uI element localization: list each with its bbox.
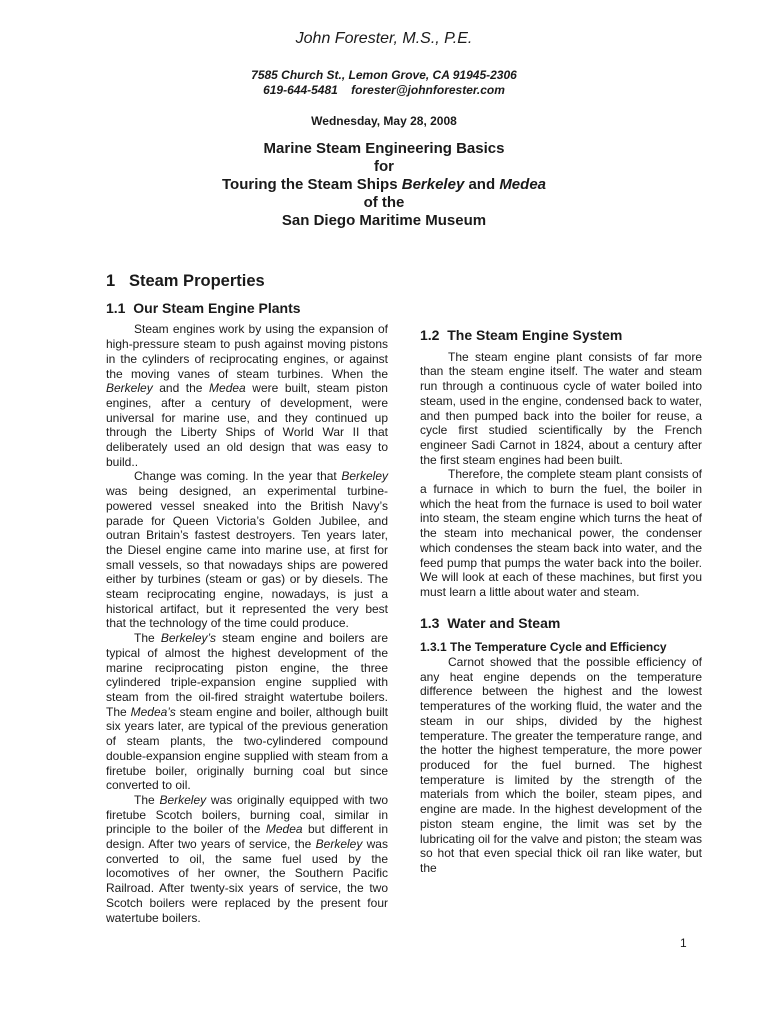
- page-number: 1: [680, 936, 687, 950]
- section-1-3-1-heading: [420, 640, 702, 655]
- ship-name-medea: Medea: [499, 176, 546, 193]
- right-column: [420, 270, 702, 876]
- subsection-title: The Steam Engine System: [447, 327, 623, 343]
- subsubsection-title: The Temperature Cycle and Efficiency: [450, 640, 667, 655]
- subsection-title: Water and Steam: [447, 614, 561, 631]
- address: 7585 Church St., Lemon Grove, CA 91945-2306: [251, 68, 517, 82]
- document-title: [0, 140, 768, 230]
- phone-email: [0, 83, 768, 98]
- title-line-2: for: [374, 158, 394, 175]
- paragraph-1-1-3: The Berkeley’s steam engine and boilers are typical of almost the highest development of the marine reciprocating piston engine, the three cylindered triple-expansion engine supplied with steam from the oil-fired straight watertube boilers. The Medea’s steam engine and boiler, although built six years later, are typical of the previous generation of steam plants, the two-cylindered compound double-expansion engine supplied with steam from a firetube boiler, originally burning coal but since converted to oil.: [106, 631, 388, 793]
- subsection-number: 1.2: [420, 327, 440, 343]
- subsubsection-number: 1.3.1: [420, 640, 447, 655]
- paragraph-1-2-1: The steam engine plant consists of far more than the steam engine itself. The water and steam run through a continuous cycle of water boiled into steam, used in the engine, condensed back to water, and then pumped back into the boiler for reuse, a cycle first studied scientifically by the French engineer Sadi Carnot in 1824, about a century after the first steam engines had been built.: [420, 349, 702, 467]
- subsection-number: 1.1: [106, 299, 126, 316]
- title-line-3-and: and: [464, 176, 500, 193]
- title-line-3: [0, 176, 768, 194]
- subsection-number: 1.3: [420, 614, 440, 631]
- paragraph-1-2-2: Therefore, the complete steam plant consists of a furnace in which to burn the fuel, the boiler in which the heat from the furnace is used to boil water into steam, the steam engine which turns the heat of the steam into mechanical power, the condenser which condenses the steam back into water, and the feed pump that pumps the water back into the boiler. We will look at each of these machines, but first you must learn a little about water and steam.: [420, 467, 702, 599]
- document-date: Wednesday, May 28, 2008: [311, 114, 457, 128]
- email: forester@johnforester.com: [351, 83, 505, 97]
- paragraph-1-1-4: The Berkeley was originally equipped with two firetube Scotch boilers, burning coal, similar in principle to the boiler of the Medea but different in design. After two years of service, the Berkeley was converted to oil, the same fuel used by the locomotives of her owner, the Southern Pacific Railroad. After twenty-six years of service, the two Scotch boilers were replaced by the present four watertube boilers.: [106, 792, 388, 925]
- phone: 619-644-5481: [263, 83, 338, 97]
- section-1-1-heading: [106, 301, 388, 316]
- author-contact: [0, 68, 768, 98]
- section-title: Steam Properties: [128, 272, 265, 290]
- section-1-3-heading: [420, 616, 702, 631]
- paragraph-1-1-2: Change was coming. In the year that Berkeley was being designed, an experimental turbine-powered vessel sneaked into the British Navy’s parade for Queen Victoria’s Golden Jubilee, and outran Britain’s fastest destroyers. Ten years later, the Diesel engine came into marine use, at first for small vessels, so that nowadays ships are powered either by turbines (steam or gas) or by diesels. The steam reciprocating engine, nowadays, is just a historical artifact, but it represented the very best that the technology of the time could produce.: [106, 469, 388, 631]
- section-1-heading: [106, 274, 388, 289]
- ship-name-berkeley: Berkeley: [401, 176, 465, 193]
- title-line-5: San Diego Maritime Museum: [281, 212, 487, 229]
- section-1-2-heading: [420, 328, 702, 343]
- section-number: 1: [106, 272, 116, 290]
- title-line-4: of the: [363, 194, 405, 211]
- paragraph-1-3-1-1: Carnot showed that the possible efficiency of any heat engine depends on the temperature difference between the highest and the lowest temperatures of the working fluid, the water and the steam in our ships, divided by the highest temperature. The greater the temperature range, and the hotter the highest temperature, the more power produced for the fuel burned. The highest temperature is limited by the strength of the materials from which the boiler, steam pipes, and engine are made. In the highest development of the piston steam engine, the limit was set by the lubricating oil for the valve and piston; the steam was so hot that even special thick oil ran like water, but the: [420, 655, 702, 875]
- title-line-1: Marine Steam Engineering Basics: [263, 140, 505, 157]
- author-name: John Forester, M.S., P.E.: [295, 30, 473, 47]
- title-line-3-text: Touring the Steam Ships: [221, 176, 402, 193]
- paragraph-1-1-1: Steam engines work by using the expansion of high-pressure steam to push against moving pistons in the cylinders of reciprocating engines, or against the moving vanes of steam turbines. When the Berkeley and the Medea were built, steam piston engines, after a century of development, were universal for marine use, and they continued up through the Liberty Ships of World War II that deliberately used an old design that was easy to build..: [106, 322, 388, 469]
- left-column: [106, 268, 388, 925]
- subsection-title: Our Steam Engine Plants: [133, 299, 301, 316]
